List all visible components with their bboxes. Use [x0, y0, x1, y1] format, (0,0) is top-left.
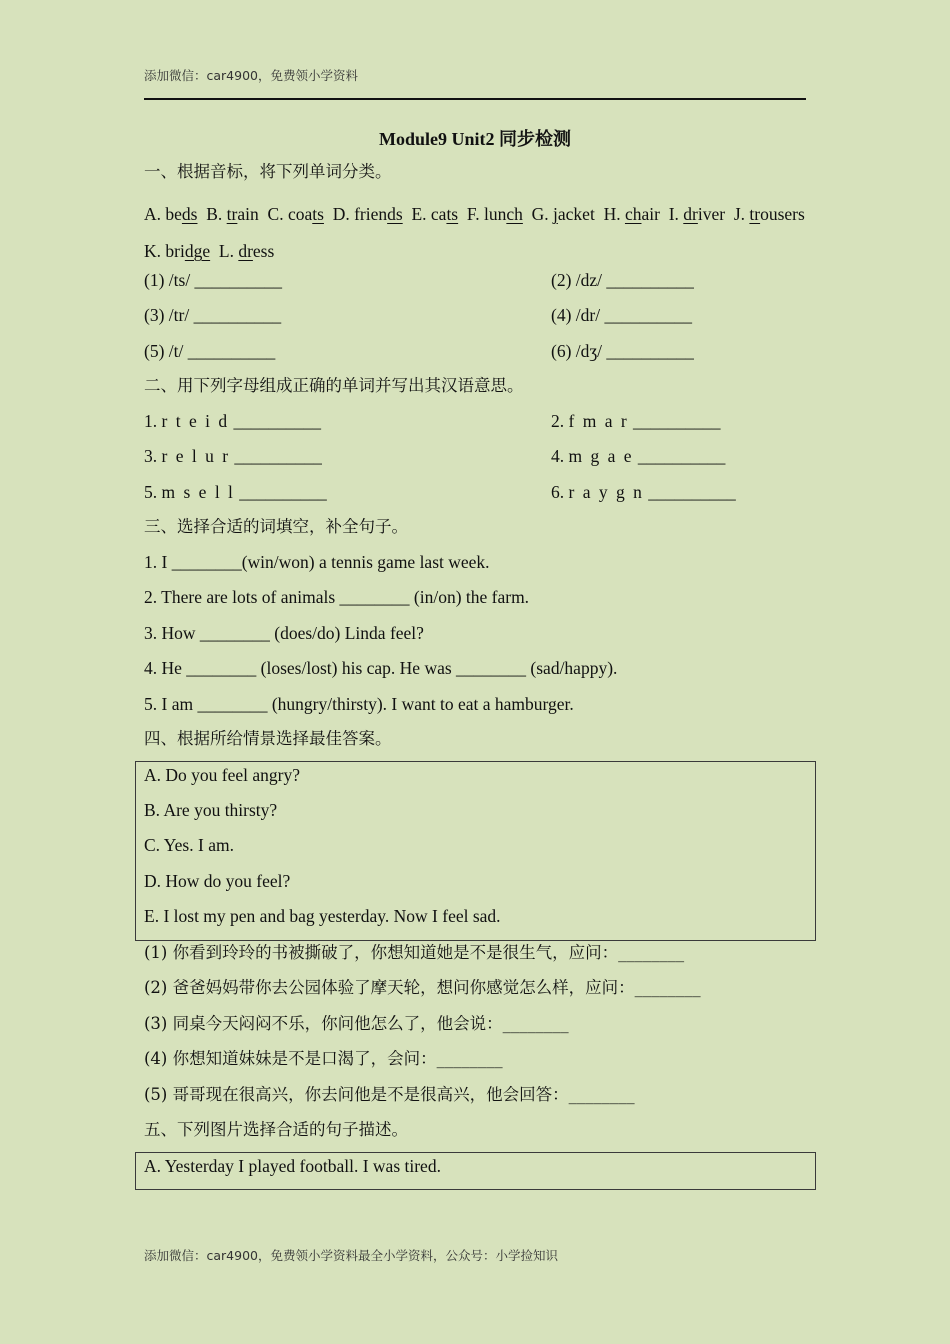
- fill-blank-item-4: 4. He ________ (loses/lost) his cap. He was ________ (sad/happy).: [144, 658, 618, 678]
- phonetic-item-2: (2) /dz/ __________: [551, 270, 694, 290]
- fill-blank-item-1: 1. I ________(win/won) a tennis game last week.: [144, 552, 490, 572]
- word-item: D. friends: [332, 204, 403, 224]
- page-title: Module9 Unit2 同步检测: [378, 129, 571, 149]
- header-divider: [144, 98, 806, 100]
- scramble-item-3: 3. r e l u r __________: [144, 446, 322, 466]
- word-list: [144, 196, 812, 270]
- option-c: C. Yes. I am.: [144, 835, 234, 855]
- option-a: A. Do you feel angry?: [144, 765, 300, 785]
- word-item: E. cats: [411, 204, 459, 224]
- scramble-item-5: 5. m s e l l __________: [144, 482, 327, 502]
- scramble-item-1: 1. r t e i d __________: [144, 411, 321, 431]
- section2-heading: 二、用下列字母组成正确的单词并写出其汉语意思。: [144, 376, 524, 395]
- section5-heading: 五、下列图片选择合适的句子描述。: [144, 1120, 408, 1139]
- scramble-item-4: 4. m g a e __________: [551, 446, 726, 466]
- footer-note: 添加微信：car4900，免费领小学资料最全小学资料，公众号：小学捡知识: [144, 1248, 558, 1263]
- scenario-item-3: (3) 同桌今天闷闷不乐，你问他怎么了，他会说：________: [144, 1014, 569, 1033]
- section3-heading: 三、选择合适的词填空，补全句子。: [144, 517, 408, 536]
- word-item: L. dress: [218, 241, 275, 261]
- scenario-item-2: (2) 爸爸妈妈带你去公园体验了摩天轮，想问你感觉怎么样，应问：________: [144, 978, 701, 997]
- scramble-item-2: 2. f m a r __________: [551, 411, 721, 431]
- option-b: B. Are you thirsty?: [144, 800, 278, 820]
- phonetic-item-3: (3) /tr/ __________: [144, 305, 282, 325]
- word-item: H. chair: [603, 204, 660, 224]
- phonetic-item-6: (6) /dʒ/ __________: [551, 341, 694, 361]
- scenario-item-1: (1) 你看到玲玲的书被撕破了，你想知道她是不是很生气，应问：________: [144, 943, 685, 962]
- scenario-item-4: (4) 你想知道妹妹是不是口渴了，会问：________: [144, 1049, 503, 1068]
- word-item: G. jacket: [531, 204, 595, 224]
- section1-heading: 一、根据音标，将下列单词分类。: [144, 162, 392, 181]
- fill-blank-item-2: 2. There are lots of animals ________ (in/on) the farm.: [144, 587, 530, 607]
- fill-blank-item-5: 5. I am ________ (hungry/thirsty). I want to eat a hamburger.: [144, 694, 574, 714]
- option-d: D. How do you feel?: [144, 871, 291, 891]
- option-e: E. I lost my pen and bag yesterday. Now I feel sad.: [144, 906, 501, 926]
- word-item: J. trousers: [733, 204, 805, 224]
- scramble-item-6: 6. r a y g n __________: [551, 482, 736, 502]
- scenario-item-5: (5) 哥哥现在很高兴，你去问他是不是很高兴，他会回答：________: [144, 1085, 635, 1104]
- word-item: A. beds: [144, 204, 198, 224]
- picture-option-a: A. Yesterday I played football. I was tired.: [144, 1156, 441, 1176]
- word-item: F. lunch: [466, 204, 523, 224]
- phonetic-item-1: (1) /ts/ __________: [144, 270, 283, 290]
- fill-blank-item-3: 3. How ________ (does/do) Linda feel?: [144, 623, 424, 643]
- phonetic-item-4: (4) /dr/ __________: [551, 305, 692, 325]
- word-item: K. bridge: [144, 241, 211, 261]
- word-item: B. train: [206, 204, 259, 224]
- word-item: I. driver: [668, 204, 726, 224]
- phonetic-item-5: (5) /t/ __________: [144, 341, 276, 361]
- word-item: C. coats: [267, 204, 324, 224]
- header-note: 添加微信：car4900，免费领小学资料: [144, 68, 358, 83]
- section4-heading: 四、根据所给情景选择最佳答案。: [144, 729, 392, 748]
